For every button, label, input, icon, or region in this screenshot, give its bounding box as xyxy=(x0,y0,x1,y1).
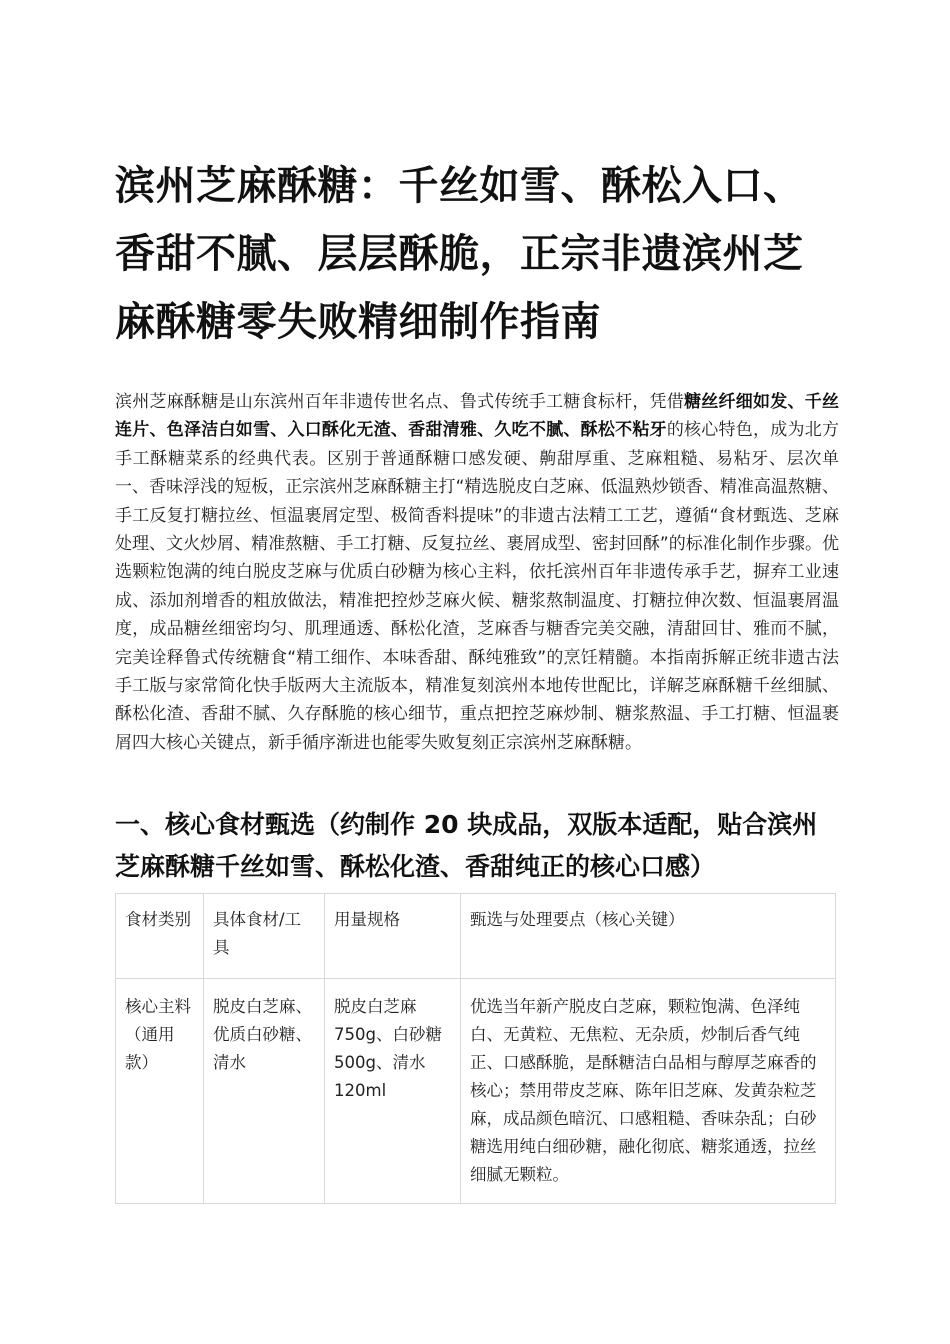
intro-text-part1: 滨州芝麻酥糖是山东滨州百年非遗传世名点、鲁式传统手工糖食标杆，凭借 xyxy=(115,392,685,412)
ingredients-table xyxy=(115,893,836,1204)
table-header-cell: 具体食材/工具 xyxy=(204,894,325,979)
table-header-cell: 用量规格 xyxy=(325,894,461,979)
intro-text-part2: 的核心特色，成为北方手工酥糖菜系的经典代表。区别于普通酥糖口感发硬、齁甜厚重、芝麻粗糙、易粘牙、层次单一、香味浮浅的短板，正宗滨州芝麻酥糖主打“精选脱皮白芝麻、低温熟炒锁香、精准高温熬糖、手工反复打糖拉丝、恒温裹屑定型、极简香料提味”的非遗古法精工工艺，遵循“食材甄选、芝麻处理、文火炒屑、精准熬糖、手工打糖、反复拉丝、裹屑成型、密封回酥”的标准化制作步骤。优选颗粒饱满的纯白脱皮芝麻与优质白砂糖为核心主料，依托滨州百年非遗传承手艺，摒弃工业速成、添加剂增香的粗放做法，精准把控炒芝麻火候、糖浆熬制温度、打糖拉伸次数、恒温裹屑温度，成品糖丝细密均匀、肌理通透、酥松化渣，芝麻香与糖香完美交融，清甜回甘、雅而不腻，完美诠释鲁式传统糖食“精工细作、本味香甜、酥纯雅致”的烹饪精髓。本指南拆解正统非遗古法手工版与家常简化快手版两大主流版本，精准复刻滨州本地传世配比，详解芝麻酥糖千丝细腻、酥松化渣、香甜不腻、久存酥脆的核心细节，重点把控芝麻炒制、糖浆熬温、手工打糖、恒温裹屑四大核心关键点，新手循序渐进也能零失败复刻正宗滨州芝麻酥糖。 xyxy=(115,420,840,753)
intro-highlight: 糖丝纤细如发、千丝连片、色泽洁白如雪、入口酥化无渣、香甜清雅、久吃不腻、酥松不粘牙 xyxy=(115,392,840,441)
section-heading-ingredients: 一、核心食材甄选（约制作 20 块成品，双版本适配，贴合滨州芝麻酥糖千丝如雪、酥松化渣、香甜纯正的核心口感） xyxy=(115,810,818,881)
table-header-cell: 甄选与处理要点（核心关键） xyxy=(461,894,836,979)
intro-paragraph xyxy=(115,388,839,757)
page-title: 滨州芝麻酥糖：千丝如雪、酥松入口、香甜不腻、层层酥脆，正宗非遗滨州芝麻酥糖零失败精细制作指南 xyxy=(115,163,804,345)
table-cell-ingredient: 脱皮白芝麻、优质白砂糖、清水 xyxy=(204,979,325,1204)
table-cell-category: 核心主料（通用款） xyxy=(116,979,204,1204)
table-header-cell: 食材类别 xyxy=(116,894,204,979)
table-cell-notes: 优选当年新产脱皮白芝麻，颗粒饱满、色泽纯白、无黄粒、无焦粒、无杂质，炒制后香气纯正、口感酥脆，是酥糖洁白品相与醇厚芝麻香的核心；禁用带皮芝麻、陈年旧芝麻、发黄杂粒芝麻，成品颜色暗沉、口感粗糙、香味杂乱；白砂糖选用纯白细砂糖，融化彻底、糖浆通透，拉丝细腻无颗粒。 xyxy=(461,979,836,1204)
table-header-row xyxy=(116,894,836,979)
table-cell-quantity: 脱皮白芝麻750g、白砂糖500g、清水120ml xyxy=(325,979,461,1204)
table-row xyxy=(116,979,836,1204)
